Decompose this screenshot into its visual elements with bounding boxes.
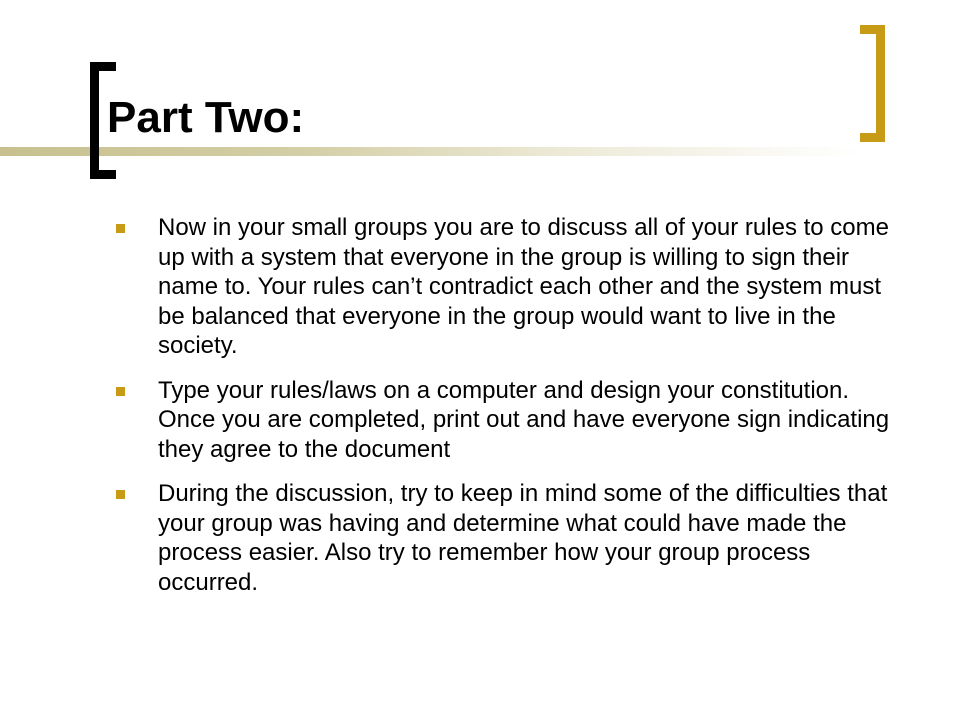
bullet-item — [116, 213, 896, 361]
slide-title: Part Two: — [107, 93, 305, 142]
bullet-text: Now in your small groups you are to discuss all of your rules to come up with a system that everyone in the group is willing to sign their name to. Your rules can’t contradict each other and the system must be balanced that everyone in the group would want to live in the society. — [158, 214, 889, 359]
square-bullet-icon — [116, 224, 125, 233]
left-bracket-top — [90, 62, 116, 71]
bullet-item — [116, 376, 896, 465]
bullet-text: During the discussion, try to keep in mind some of the difficulties that your group was having and determine what could have made the process easier. Also try to remember how your group process occurred. — [158, 480, 888, 596]
title-underline-band — [0, 147, 860, 156]
left-bracket-vertical — [90, 62, 99, 179]
right-bracket-top — [860, 25, 885, 34]
bullet-text: Type your rules/laws on a computer and design your constitution. Once you are completed, print out and have everyone sign indicating they agree to the document — [158, 376, 890, 463]
bullet-list — [116, 213, 896, 612]
square-bullet-icon — [116, 490, 125, 499]
bullet-item — [116, 479, 896, 597]
right-bracket-bottom — [860, 133, 885, 142]
square-bullet-icon — [116, 387, 125, 396]
left-bracket-bottom — [90, 170, 116, 179]
right-bracket-vertical — [876, 25, 885, 142]
